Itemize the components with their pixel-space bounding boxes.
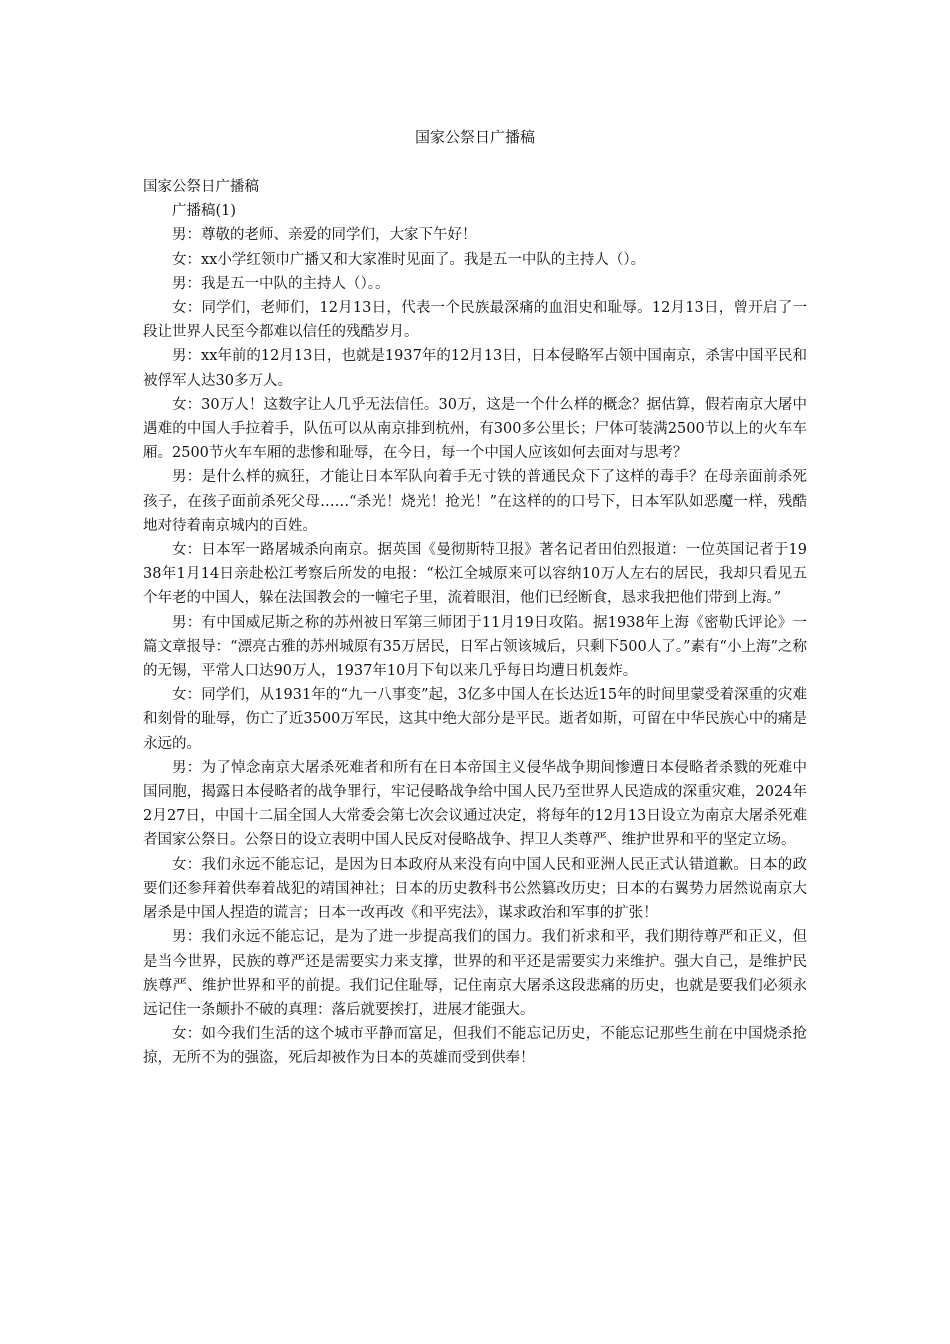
- document-subtitle: 国家公祭日广播稿: [143, 179, 259, 195]
- paragraph-10: 男：有中国威尼斯之称的苏州被日军第三师团于11月19日攻陷。据1938年上海《密勒氏评论》一篇文章报导：“漂亮古雅的苏州城原有35万居民，日军占领该城后，只剩下500人了。”素有“小上海”之称的无锡，平常人口达90万人，1937年10月下旬以来几乎每日均遭日机轰炸。: [143, 614, 807, 680]
- paragraph-6: 男：xx年前的12月13日，也就是1937年的12月13日，日本侵略军占领中国南京，杀害中国平民和被俘军人达30多万人。: [143, 348, 807, 389]
- paragraph-8: 男：是什么样的疯狂，才能让日本军队向着手无寸铁的普通民众下了这样的毒手？在母亲面前杀死孩子，在孩子面前杀死父母……“杀光！烧光！抢光！”在这样的的口号下，日本军队如恶魔一样，残酷地对待着南京城内的百姓。: [143, 469, 807, 534]
- paragraph-5: 女：同学们，老师们，12月13日，代表一个民族最深痛的血泪史和耻辱。12月13日，曾开启了一段让世界人民至今都难以信任的残酷岁月。: [143, 300, 807, 341]
- paragraph-14: 男：我们永远不能忘记，是为了进一步提高我们的国力。我们祈求和平，我们期待尊严和正义，但是当今世界，民族的尊严还是需要实力来支撑，世界的和平还是需要实力来维护。强大自己，是维护民族尊严、维护世界和平的前提。我们记住耻辱，记住南京大屠杀这段悲痛的历史，也就是要我们必须永远记住一条颠扑不破的真理：落后就要挨打，进展才能强大。: [143, 929, 807, 1018]
- paragraph-12: 男：为了悼念南京大屠杀死难者和所有在日本帝国主义侵华战争期间惨遭日本侵略者杀戮的死难中国同胞，揭露日本侵略者的战争罪行，牢记侵略战争给中国人民乃至世界人民造成的深重灾难，2024年2月27日，中国十二届全国人大常委会第七次会议通过决定，将每年的12月13日设立为南京大屠杀死难者国家公祭日。公祭日的设立表明中国人民反对侵略战争、捍卫人类尊严、维护世界和平的坚定立场。: [143, 759, 807, 849]
- paragraph-15: 女：如今我们生活的这个城市平静而富足，但我们不能忘记历史，不能忘记那些生前在中国烧杀抢掠，无所不为的强盗，死后却被作为日本的英雄而受到供奉！: [143, 1026, 807, 1067]
- paragraph-3: 女：xx小学红领巾广播又和大家准时见面了。我是五一中队的主持人（）。: [172, 251, 646, 268]
- paragraph-13: 女：我们永远不能忘记，是因为日本政府从来没有向中国人民和亚洲人民正式认错道歉。日本的政要们还参拜着供奉着战犯的靖国神社；日本的历史教科书公然篡改历史；日本的右翼势力居然说南京大屠杀是中国人捏造的谎言；日本一改再改《和平宪法》，谋求政治和军事的扩张！: [143, 856, 807, 922]
- document-body: [143, 175, 807, 1071]
- paragraph-11: 女：同学们，从1931年的“九一八事变”起，3亿多中国人在长达近15年的时间里蒙受着深重的灾难和刻骨的耻辱，伤亡了近3500万军民，这其中绝大部分是平民。逝者如斯，可留在中华民族心中的痛是永远的。: [143, 687, 807, 752]
- paragraph-9: 女：日本军一路屠城杀向南京。据英国《曼彻斯特卫报》著名记者田伯烈报道：一位英国记者于1938年1月14日亲赴松江考察后所发的电报：“松江全城原来可以容纳10万人左右的居民，我却只看见五个年老的中国人，躲在法国教会的一幢宅子里，流着眼泪，他们已经断食，恳求我把他们带到上海。”: [143, 542, 807, 607]
- paragraph-4: 男：我是五一中队的主持人（）。。: [172, 275, 390, 292]
- document-title: 国家公祭日广播稿: [414, 128, 535, 146]
- paragraph-2: 男：尊敬的老师、亲爱的同学们，大家下午好！: [172, 227, 477, 244]
- paragraph-1: 广播稿(1): [172, 203, 237, 220]
- paragraph-7: 女：30万人！这数字让人几乎无法信任。30万，这是一个什么样的概念？据估算，假若南京大屠中遇难的中国人手拉着手，队伍可以从南京排到杭州，有300多公里长；尸体可装满2500节以上的火车车厢。2500节火车车厢的悲惨和耻辱，在今日，每一个中国人应该如何去面对与思考？: [143, 396, 807, 462]
